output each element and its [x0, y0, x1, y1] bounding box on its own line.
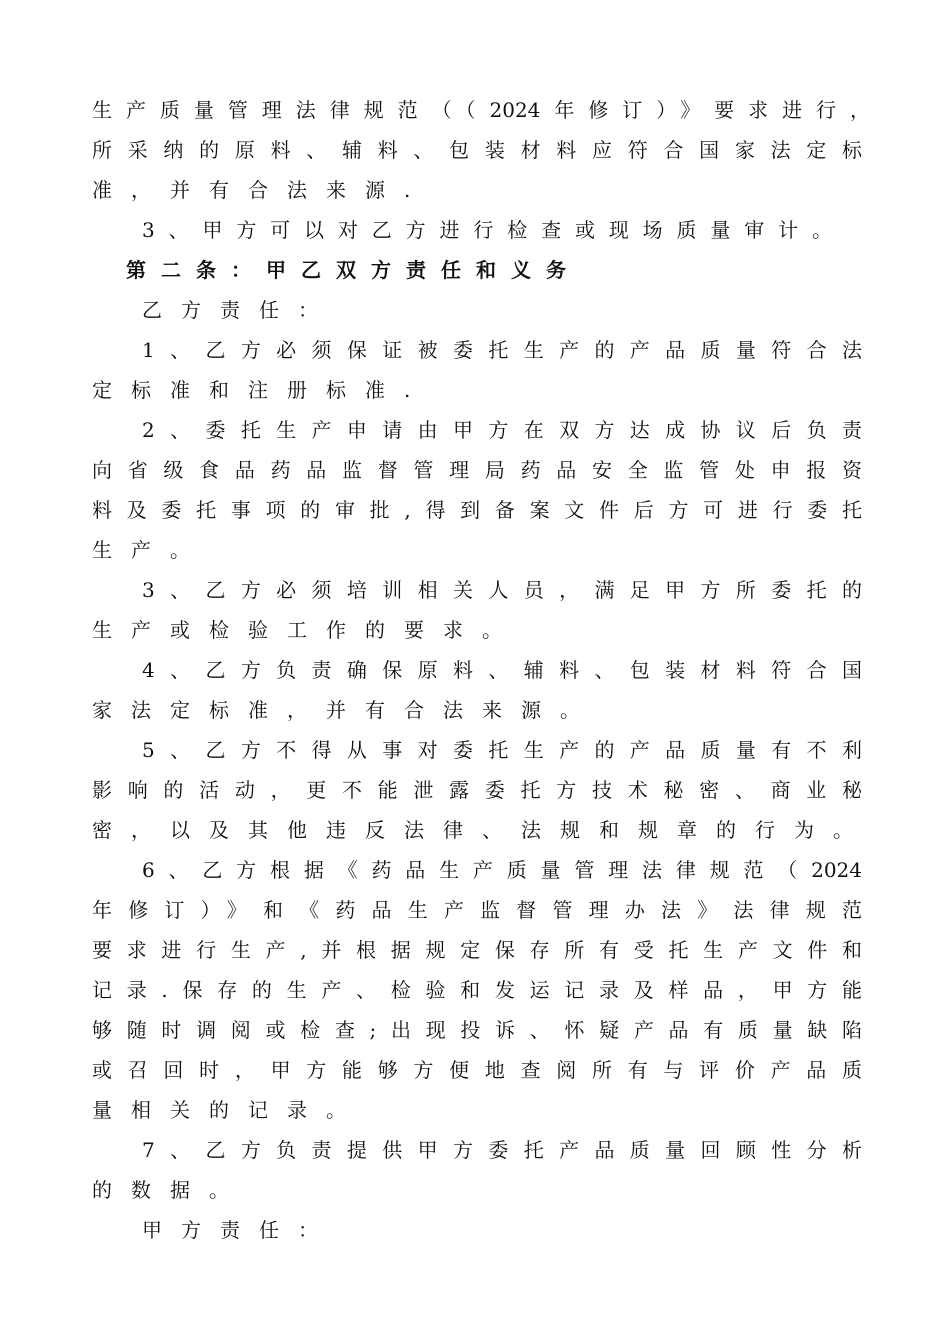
text-line: 够随时调阅或检查;出现投诉、怀疑产品有质量缺陷	[92, 1018, 862, 1042]
text-line: 的数据。	[92, 1178, 248, 1202]
text-line: 影响的活动，更不能泄露委托方技术秘密、商业秘	[92, 778, 862, 802]
text-line: 7、乙方负责提供甲方委托产品质量回顾性分析	[142, 1138, 862, 1162]
text-line: 6、乙方根据《药品生产质量管理法律规范（2024	[142, 858, 862, 882]
text-line: 料及委托事项的审批,得到备案文件后方可进行委托	[92, 498, 862, 522]
text-line: 所采纳的原料、辅料、包装材料应符合国家法定标	[92, 138, 862, 162]
text-line: 5、乙方不得从事对委托生产的产品质量有不利	[142, 738, 862, 762]
text-line: 定标准和注册标准.	[92, 378, 430, 402]
text-line: 年修订）》和《药品生产监督管理办法》法律规范	[92, 898, 862, 922]
text-line: 4、乙方负责确保原料、辅料、包装材料符合国	[142, 658, 862, 682]
text-line: 生产。	[92, 538, 209, 562]
section-heading: 第二条：甲乙双方责任和义务	[126, 258, 566, 282]
text-line: 家法定标准，并有合法来源。	[92, 698, 599, 722]
text-line: 生产质量管理法律规范（（2024年修订）》要求进行，	[92, 98, 870, 122]
text-line: 2、委托生产申请由甲方在双方达成协议后负责	[142, 418, 862, 442]
text-line: 甲方责任：	[142, 1218, 337, 1242]
text-line: 3、乙方必须培训相关人员，满足甲方所委托的	[142, 578, 862, 602]
text-line: 量相关的记录。	[92, 1098, 365, 1122]
text-line: 1、乙方必须保证被委托生产的产品质量符合法	[142, 338, 862, 362]
text-line: 乙方责任：	[142, 298, 337, 322]
text-line: 或召回时，甲方能够方便地查阅所有与评价产品质	[92, 1058, 862, 1082]
text-line: 记录.保存的生产、检验和发运记录及样品，甲方能	[92, 978, 862, 1002]
text-line: 向省级食品药品监督管理局药品安全监管处申报资	[92, 458, 862, 482]
text-line: 准，并有合法来源.	[92, 178, 430, 202]
text-line: 3、甲方可以对乙方进行检查或现场质量审计。	[142, 218, 832, 242]
text-line: 密，以及其他违反法律、法规和规章的行为。	[92, 818, 872, 842]
text-line: 要求进行生产,并根据规定保存所有受托生产文件和	[92, 938, 862, 962]
text-line: 生产或检验工作的要求。	[92, 618, 521, 642]
